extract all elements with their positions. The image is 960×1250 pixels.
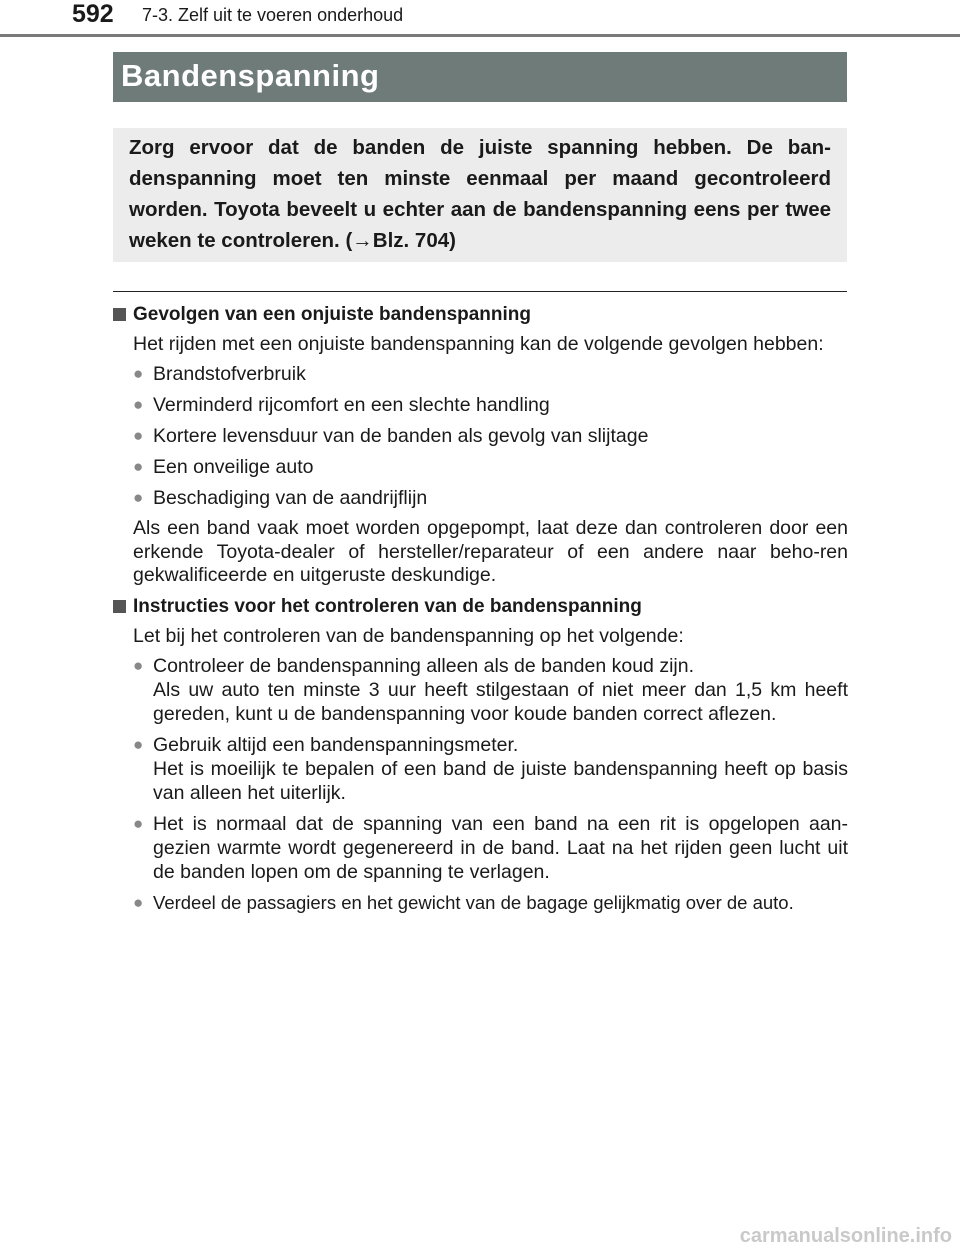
bullet-dot-icon: ● [133,813,144,833]
square-bullet-icon [113,308,126,321]
list-item: ● Kortere levensduur van de banden als gevolg van slijtage [133,425,649,447]
section-heading: Gevolgen van een onjuiste bandenspanning [113,302,848,328]
section-reference: 7-3. Zelf uit te voeren onderhoud [142,5,404,25]
list-item: ● Het is normaal dat de spanning van een band na een rit is opgelopen aan-gezien warmte wordt gegenereerd in de band. Laat na het rijden geen lucht uit de banden lopen om de spanning te verlagen. [133,812,848,883]
watermark: carmanualsonline.info [739,1225,952,1247]
content [113,302,848,922]
list-item: ● Verminderd rijcomfort en een slechte handling [133,394,550,416]
bullet-dot-icon: ● [133,426,144,445]
section-divider [113,291,847,292]
list-item: ● Beschadiging van de aandrijflijn [133,487,428,509]
list-item: ● Verdeel de passagiers en het gewicht van de bagage gelijkmatig over de auto. [133,891,794,913]
bullet-dot-icon: ● [133,734,144,754]
bullet-dot-icon: ● [133,488,144,507]
bullet-dot-icon: ● [133,364,144,383]
section-intro: Het rijden met een onjuiste bandenspanning kan de volgende gevolgen hebben: [133,333,824,355]
page-header [0,0,960,40]
list-item: ● Brandstofverbruik [133,363,306,385]
list-item: ● Een onveilige auto [133,456,314,478]
intro-box [113,128,847,262]
section-heading: Instructies voor het controleren van de bandenspanning [113,594,848,620]
section-outro: Als een band vaak moet worden opgepompt, laat deze dan controleren door een erkende Toyota-dealer of hersteller/reparateur of een andere naar beho-ren gekwalificeerde en uitgeruste deskundige. [133,517,848,586]
list-item: ● Gebruik altijd een bandenspanningsmeter. Het is moeilijk te bepalen of een band de juiste bandenspanning heeft op basis van alleen het uiterlijk. [133,733,848,804]
header-rule [0,34,960,37]
bullet-dot-icon: ● [133,457,144,476]
bullet-dot-icon: ● [133,892,144,912]
page-title: Bandenspanning [121,58,380,93]
section-intro: Let bij het controleren van de bandenspanning op het volgende: [133,624,684,647]
bullet-dot-icon: ● [133,395,144,414]
title-bar [113,52,847,102]
list-item: ● Controleer de bandenspanning alleen als de banden koud zijn. Als uw auto ten minste 3 uur heeft stilgestaan of niet meer dan 1,5 km heeft gereden, kunt u de bandenspanning voor koude banden correct aflezen. [133,654,848,725]
intro-text: Zorg ervoor dat de banden de juiste spanning hebben. De ban-denspanning moet ten minste eenmaal per maand gecontroleerd worden. Toyota beveelt u echter aan de bandenspanning eens per twee weken te controleren. (→Blz. 704) [129,136,831,252]
page-number: 592 [72,0,114,28]
square-bullet-icon [113,600,126,613]
bullet-dot-icon: ● [133,655,144,675]
